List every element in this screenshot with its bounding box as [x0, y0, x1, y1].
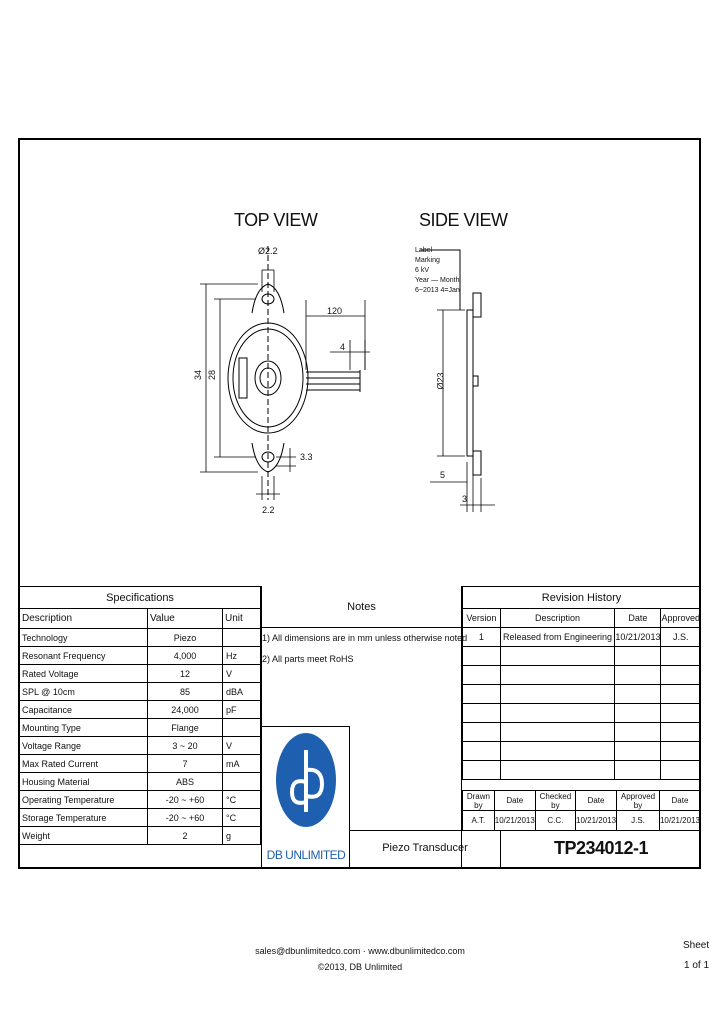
sheet-label: Sheet [683, 940, 710, 951]
logo-text: DB UNLIMITED [266, 848, 346, 862]
table-row: Operating Temperature -20 ~ +60 °C [20, 791, 261, 809]
table-row: Mounting Type Flange [20, 719, 261, 737]
table-row: Voltage Range 3 ~ 20 V [20, 737, 261, 755]
top-view-title: TOP VIEW [234, 210, 318, 230]
company-logo [272, 730, 340, 840]
revision-history-table [462, 586, 701, 780]
notes-title: Notes [261, 586, 462, 628]
rev-header-description: Description [500, 609, 615, 628]
dim-2-2: 2.2 [262, 505, 275, 515]
dim-120: 120 [327, 306, 343, 316]
signoff-table: Drawn by Date Checked by Date Approved by Date A.T. 10/21/2013 C.C. 10/21/2013 J.S. 10/21/2013 [462, 790, 701, 831]
rev-header-date: Date [615, 609, 661, 628]
table-row [463, 761, 701, 780]
specifications-table [19, 586, 261, 845]
spec-header-unit: Unit [223, 609, 261, 629]
table-row: SPL @ 10cm 85 dBA [20, 683, 261, 701]
dim-hole-diameter: Ø2.2 [258, 246, 278, 256]
spec-header-value: Value [148, 609, 223, 629]
dim-3-3: 3.3 [300, 452, 313, 462]
part-number: TP234012-1 [553, 838, 649, 858]
table-row: Resonant Frequency 4,000 Hz [20, 647, 261, 665]
dim-4: 4 [340, 342, 346, 352]
label-marking-note: Label Marking 6 kV Year — Month 6~2013 4=Jan [415, 247, 460, 294]
table-row [463, 647, 701, 666]
revision-title: Revision History [463, 587, 701, 609]
sheet-value: 1 of 1 [684, 960, 710, 971]
footer-contact: sales@dbunlimitedco.com · www.dbunlimitedco.com [255, 946, 465, 956]
table-row: Technology Piezo [20, 629, 261, 647]
dim-5: 5 [440, 470, 446, 480]
dim-34: 34 [193, 369, 204, 381]
table-row [463, 742, 701, 761]
table-row: Storage Temperature -20 ~ +60 °C [20, 809, 261, 827]
side-view-title: SIDE VIEW [419, 210, 508, 230]
table-row: Weight 2 g [20, 827, 261, 845]
table-row: 1 Released from Engineering 10/21/2013 J.S. [463, 628, 701, 647]
rev-header-approved: Approved [661, 609, 701, 628]
dim-28: 28 [207, 369, 218, 381]
part-name: Piezo Transducer [382, 842, 468, 854]
spec-header-description: Description [20, 609, 148, 629]
note-1: 1) All dimensions are in mm unless otherwise noted [262, 633, 468, 643]
table-row [463, 723, 701, 742]
rev-header-version: Version [463, 609, 501, 628]
table-row [463, 666, 701, 685]
table-row [463, 704, 701, 723]
table-row [463, 685, 701, 704]
table-row: Capacitance 24,000 pF [20, 701, 261, 719]
dim-3: 3 [462, 494, 468, 504]
top-view-dimensions [200, 270, 370, 500]
table-row: Housing Material ABS [20, 773, 261, 791]
table-row: Rated Voltage 12 V [20, 665, 261, 683]
side-view-dimensions [430, 310, 495, 512]
table-row: Max Rated Current 7 mA [20, 755, 261, 773]
note-2: 2) All parts meet RoHS [262, 654, 354, 664]
footer-copyright: ©2013, DB Unlimited [317, 962, 403, 972]
specifications-title: Specifications [20, 587, 261, 609]
dim-diameter-23: Ø23 [435, 372, 446, 390]
